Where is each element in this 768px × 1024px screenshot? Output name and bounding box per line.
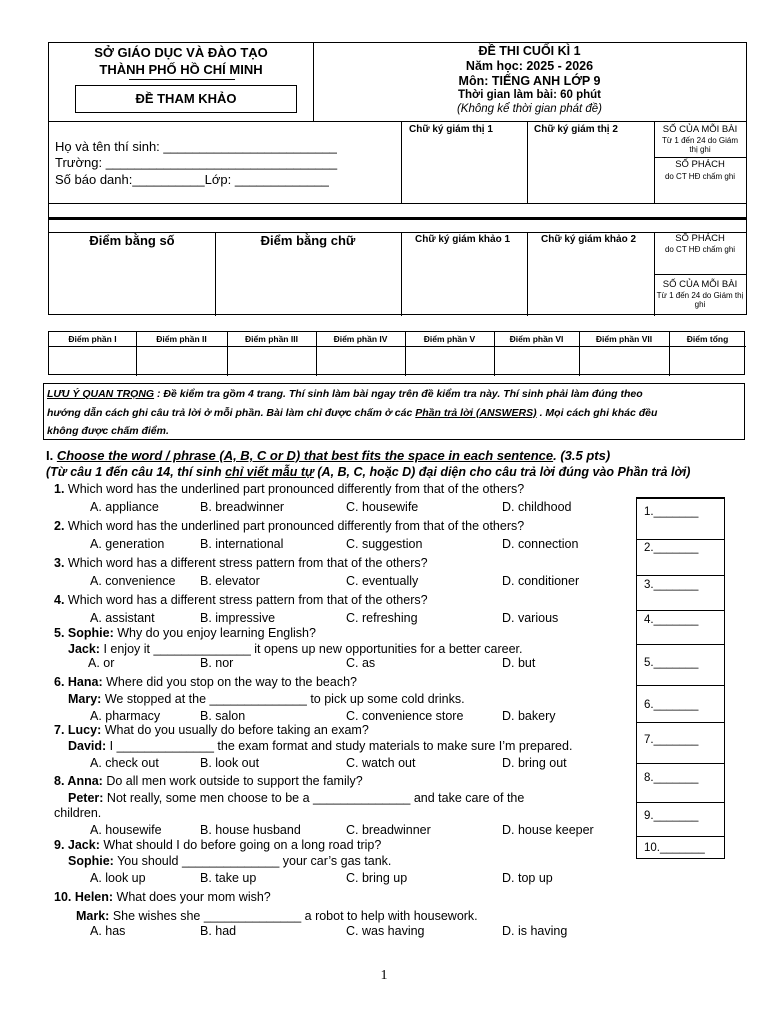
question-3 xyxy=(54,556,428,570)
q5-option-b: B. nor xyxy=(200,656,234,670)
q4-text: Which word has a different stress pattern from that of the others? xyxy=(64,593,428,607)
q5-option-a: A. or xyxy=(88,656,115,670)
serial-number-label: SỐ PHÁCH xyxy=(675,159,725,170)
q8-speaker: Peter: xyxy=(68,791,104,805)
reference-label: ĐỀ THAM KHẢO xyxy=(135,91,237,106)
note-text-3: không được chấm điểm. xyxy=(47,425,169,437)
q1-text: Which word has the underlined part pronounced differently from that of the others? xyxy=(64,482,525,496)
grading-paper-number-label: SỐ CỦA MỖI BÀI xyxy=(662,279,738,290)
q5-reply xyxy=(68,642,523,656)
q5-num: 5. Sophie: xyxy=(54,626,114,640)
department-line-2: THÀNH PHỐ HỒ CHÍ MINH xyxy=(99,62,263,77)
q4-num: 4. xyxy=(54,593,65,607)
q9-reply xyxy=(68,854,391,868)
q6-option-c: C. convenience store xyxy=(346,709,464,723)
q10-num: 10. Helen: xyxy=(54,890,114,904)
q3-text: Which word has a different stress pattern from that of the others? xyxy=(64,556,428,570)
question-2 xyxy=(54,519,524,533)
q1-option-d: D. childhood xyxy=(502,500,572,514)
answer-6[interactable]: 6._______ xyxy=(644,699,699,711)
subject: Môn: TIẾNG ANH LỚP 9 xyxy=(458,74,601,88)
answer-5[interactable]: 5._______ xyxy=(644,657,699,669)
q5-option-d: D. but xyxy=(502,656,536,670)
q8-reply xyxy=(68,791,524,805)
section-1-title: Choose the word / phrase (A, B, C or D) that best fits the space in each sentence xyxy=(56,448,554,463)
school-year: Năm học: 2025 - 2026 xyxy=(465,59,594,73)
grading-serial-note: do CT HĐ chấm ghi xyxy=(664,245,736,254)
answer-3[interactable]: 3._______ xyxy=(644,579,699,591)
q6-option-d: D. bakery xyxy=(502,709,556,723)
note-title: LƯU Ý QUAN TRỌNG xyxy=(47,388,155,400)
q9-option-a: A. look up xyxy=(90,871,146,885)
q4-option-a: A. assistant xyxy=(90,611,155,625)
question-9 xyxy=(54,838,381,852)
q3-option-c: C. eventually xyxy=(346,574,419,588)
q2-text: Which word has the underlined part pronounced differently from that of the others? xyxy=(64,519,525,533)
score-part-6: Điểm phần VI xyxy=(509,334,564,344)
q8-option-a: A. housewife xyxy=(90,823,162,837)
question-8 xyxy=(54,774,363,788)
question-4 xyxy=(54,593,428,607)
q7-option-c: C. watch out xyxy=(346,756,416,770)
q8-text: Do all men work outside to support the family? xyxy=(102,774,363,788)
q9-option-b: B. take up xyxy=(200,871,257,885)
paper-number-label: SỐ CỦA MỖI BÀI xyxy=(662,124,738,135)
q3-option-a: A. convenience xyxy=(90,574,176,588)
instr-part-a: (Từ câu 1 đến câu 14, thí sinh xyxy=(46,465,226,479)
q5-option-c: C. as xyxy=(346,656,376,670)
q6-num: 6. Hana: xyxy=(54,675,103,689)
q5-text: Why do you enjoy learning English? xyxy=(113,626,316,640)
serial-number-note: do CT HĐ chấm ghi xyxy=(664,172,736,181)
q10-option-c: C. was having xyxy=(346,924,425,938)
score-part-3: Điểm phần III xyxy=(245,334,298,344)
grading-serial-label: SỐ PHÁCH xyxy=(675,233,725,244)
answer-1[interactable]: 1._______ xyxy=(644,506,699,518)
duration: Thời gian làm bài: 60 phút xyxy=(458,89,601,101)
q9-text: What should I do before going on a long road trip? xyxy=(99,838,382,852)
q8-option-d: D. house keeper xyxy=(502,823,594,837)
question-10 xyxy=(54,890,271,904)
q2-num: 2. xyxy=(54,519,65,533)
q1-num: 1. xyxy=(54,482,65,496)
q2-option-b: B. international xyxy=(200,537,284,551)
q3-option-b: B. elevator xyxy=(200,574,260,588)
exam-header-table xyxy=(48,42,747,315)
score-part-5: Điểm phần V xyxy=(423,334,476,344)
q6-reply xyxy=(68,692,465,706)
question-6 xyxy=(54,675,357,689)
important-note-box xyxy=(43,383,745,440)
note-answers-ref: Phần trả lời (ANSWERS) xyxy=(415,406,537,419)
note-text-2a: hướng dẫn cách ghi câu trả lời ở mỗi phần. Bài làm chỉ được chấm ở các xyxy=(47,406,416,419)
q5-speaker: Jack: xyxy=(68,642,100,656)
q3-num: 3. xyxy=(54,556,65,570)
q4-option-b: B. impressive xyxy=(200,611,276,625)
q7-line: I ______________ the exam format and study materials to make sure I’m prepared. xyxy=(106,739,573,753)
score-in-numbers-label: Điểm bằng số xyxy=(89,233,175,248)
q9-option-c: C. bring up xyxy=(346,871,408,885)
q6-text: Where did you stop on the way to the beach? xyxy=(102,675,357,689)
exam-title: ĐỀ THI CUỐI KÌ 1 xyxy=(478,44,581,58)
section-scores-table xyxy=(48,331,745,375)
q9-line: You should ______________ your car’s gas tank. xyxy=(113,854,392,868)
q2-option-c: C. suggestion xyxy=(346,537,423,551)
q7-option-d: D. bring out xyxy=(502,756,567,770)
invigilator-2-signature: Chữ ký giám thị 2 xyxy=(534,124,618,135)
reference-label-box xyxy=(75,85,297,113)
q8-option-b: B. house husband xyxy=(200,823,301,837)
note-text-2c: . Mọi cách ghi khác đều xyxy=(536,406,658,419)
q7-speaker: David: xyxy=(68,739,107,753)
answer-7[interactable]: 7._______ xyxy=(644,734,699,746)
section-1-instruction xyxy=(46,465,690,479)
q2-option-a: A. generation xyxy=(90,537,165,551)
score-part-4: Điểm phần IV xyxy=(333,334,388,344)
q1-option-a: A. appliance xyxy=(90,500,159,514)
student-id-class-field[interactable]: Số báo danh:__________Lớp: _____________ xyxy=(55,172,329,187)
q10-speaker: Mark: xyxy=(76,909,110,923)
q4-option-d: D. various xyxy=(502,611,559,625)
q3-option-d: D. conditioner xyxy=(502,574,580,588)
q6-line: We stopped at the ______________ to pick up some cold drinks. xyxy=(101,692,465,706)
q2-option-d: D. connection xyxy=(502,537,579,551)
score-in-words-label: Điểm bằng chữ xyxy=(260,233,356,248)
school-field[interactable]: Trường: ________________________________ xyxy=(55,155,338,170)
q8-line: Not really, some men choose to be a ______________ and take care of the xyxy=(103,791,525,805)
paper-number-note: Từ 1 đến 24 do Giám thị ghi xyxy=(661,136,739,154)
question-5 xyxy=(54,626,316,640)
answer-4[interactable]: 4._______ xyxy=(644,614,699,626)
q1-option-b: B. breadwinner xyxy=(200,500,285,514)
instr-part-c: (A, B, C, hoặc D) đại diện cho câu trả lời đúng vào Phần trả lời) xyxy=(313,465,691,479)
q9-speaker: Sophie: xyxy=(68,854,114,868)
note-text-1: : Đề kiểm tra gồm 4 trang. Thí sinh làm bài ngay trên đề kiểm tra này. Thí sinh phải làm đúng theo xyxy=(154,388,643,400)
duration-note: (Không kể thời gian phát đề) xyxy=(456,103,603,115)
q8-num: 8. Anna: xyxy=(54,774,103,788)
q10-reply xyxy=(76,909,478,923)
q10-option-b: B. had xyxy=(200,924,237,938)
section-1-heading xyxy=(46,448,610,463)
department-line-1: SỞ GIÁO DỤC VÀ ĐÀO TẠO xyxy=(94,45,268,60)
invigilator-1-signature: Chữ ký giám thị 1 xyxy=(409,124,493,135)
q5-line: I enjoy it ______________ it opens up new opportunities for a better career. xyxy=(99,642,523,656)
question-1 xyxy=(54,482,524,496)
score-part-7: Điểm phần VII xyxy=(595,334,653,344)
student-name-field[interactable]: Họ và tên thí sinh: ________________________ xyxy=(55,139,337,154)
answer-9[interactable]: 9._______ xyxy=(644,810,699,822)
question-7 xyxy=(54,723,369,737)
score-part-1: Điểm phần I xyxy=(68,334,117,344)
q4-option-c: C. refreshing xyxy=(346,611,418,625)
q7-text: What do you usually do before taking an exam? xyxy=(101,723,369,737)
grader-1-signature: Chữ ký giám khảo 1 xyxy=(415,234,511,245)
section-1-points: . (3.5 pts) xyxy=(553,448,611,463)
q10-line: She wishes she ______________ a robot to help with housework. xyxy=(109,909,478,923)
q9-option-d: D. top up xyxy=(502,871,553,885)
q6-speaker: Mary: xyxy=(68,692,102,706)
q8-option-c: C. breadwinner xyxy=(346,823,431,837)
q8-line-2: children. xyxy=(54,806,102,820)
q10-option-a: A. has xyxy=(90,924,126,938)
q7-option-b: B. look out xyxy=(200,756,260,770)
page-number: 1 xyxy=(380,968,388,983)
score-total: Điểm tổng xyxy=(686,334,729,344)
q7-option-a: A. check out xyxy=(90,756,159,770)
answer-10[interactable]: 10._______ xyxy=(644,842,705,854)
section-1-number: I. xyxy=(46,448,57,463)
grader-2-signature: Chữ ký giám khảo 2 xyxy=(541,234,637,245)
q1-option-c: C. housewife xyxy=(346,500,419,514)
answer-2[interactable]: 2._______ xyxy=(644,542,699,554)
answer-box xyxy=(636,497,725,859)
answer-8[interactable]: 8._______ xyxy=(644,772,699,784)
q7-num: 7. Lucy: xyxy=(54,723,102,737)
q10-text: What does your mom wish? xyxy=(113,890,271,904)
q6-option-a: A. pharmacy xyxy=(90,709,161,723)
score-part-2: Điểm phần II xyxy=(156,334,207,344)
q9-num: 9. Jack: xyxy=(54,838,100,852)
grading-paper-number-note: Từ 1 đến 24 do Giám thị ghi xyxy=(656,291,744,309)
q6-option-b: B. salon xyxy=(200,709,246,723)
q7-reply xyxy=(68,739,572,753)
q10-option-d: D. is having xyxy=(502,924,568,938)
instr-part-b: chỉ viết mẫu tự xyxy=(225,465,314,479)
